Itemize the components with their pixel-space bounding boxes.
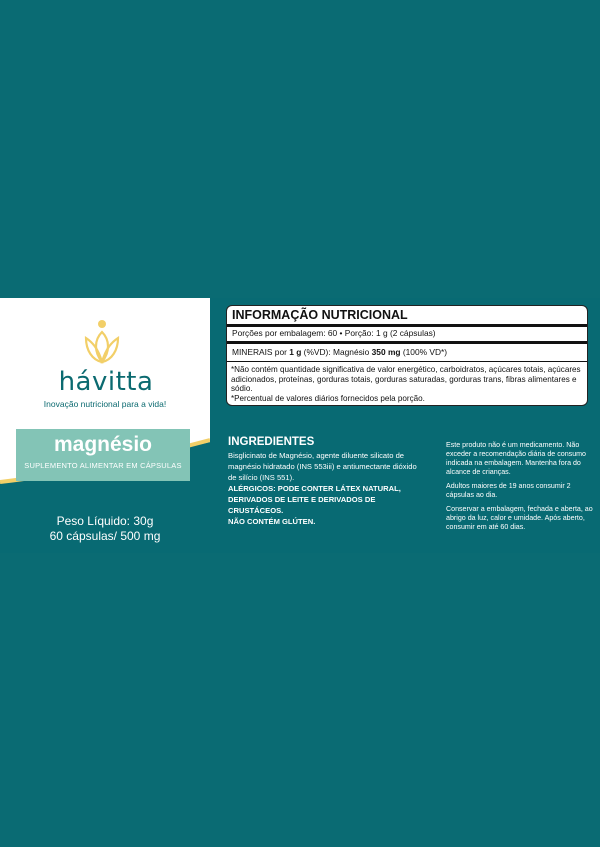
ingredients-text: Bisglicinato de Magnésio, agente diluente silicato de magnésio hidratado (INS 553iii) e antiumectante dióxido de silício (INS 551). <box>228 451 417 482</box>
nutrition-footnote-2: *Percentual de valores diários fornecidos pela porção. <box>231 393 425 403</box>
nutrition-facts-table <box>226 305 588 406</box>
nutrition-title: INFORMAÇÃO NUTRICIONAL <box>232 308 408 322</box>
nutrition-minerals <box>232 347 447 357</box>
nutrition-divider <box>227 324 587 327</box>
nutrition-divider <box>227 341 587 344</box>
net-weight-block <box>30 514 180 544</box>
ingredients-title: INGREDIENTES <box>228 436 315 448</box>
allergens-text: ALÉRGICOS: PODE CONTER LÁTEX NATURAL, DERIVADOS DE LEITE E DERIVADOS DE CRUSTÁCEOS. <box>228 484 401 515</box>
usage-notes <box>446 441 594 537</box>
net-weight: Peso Líquido: 30g <box>56 514 154 528</box>
capsule-count: 60 cápsulas/ 500 mg <box>49 529 161 543</box>
minerals-label: MINERAIS por <box>232 347 290 357</box>
warning-note: Este produto não é um medicamento. Não exceder a recomendação diária de consumo indicada na embalagem. Mantenha fora do alcance de crianças. <box>446 441 586 476</box>
minerals-amount: 350 mg <box>371 347 401 357</box>
nutrition-serving: Porções por embalagem: 60 • Porção: 1 g (2 cápsulas) <box>232 328 436 338</box>
lotus-logo-icon <box>82 318 122 366</box>
nutrition-divider <box>227 361 587 362</box>
minerals-vd: (100% VD*) <box>400 347 448 357</box>
ingredients-body <box>228 450 418 527</box>
brand-name: hávitta <box>58 367 154 397</box>
minerals-portion: 1 g <box>289 347 302 357</box>
gluten-text: NÃO CONTÉM GLÚTEN. <box>228 517 316 526</box>
nutrition-footnotes <box>231 365 583 403</box>
nutrition-footnote-1: *Não contém quantidade significativa de valor energético, carboidratos, açúcares totais, açúcares adicionados, proteínas, gorduras totais, gorduras saturadas, gorduras trans, fibras alimentares e sódio. <box>231 365 581 394</box>
product-subtitle: SUPLEMENTO ALIMENTAR EM CÁPSULAS <box>24 461 182 470</box>
product-name: magnésio <box>53 433 153 456</box>
minerals-mid: (%VD): Magnésio <box>301 347 372 357</box>
storage-note: Conservar a embalagem, fechada e aberta, ao abrigo da luz, calor e umidade. Após aberto, consumir em até 60 dias. <box>446 505 593 531</box>
brand-tagline: Inovação nutricional para a vida! <box>43 399 167 409</box>
usage-note: Adultos maiores de 19 anos consumir 2 cápsulas ao dia. <box>446 482 571 499</box>
